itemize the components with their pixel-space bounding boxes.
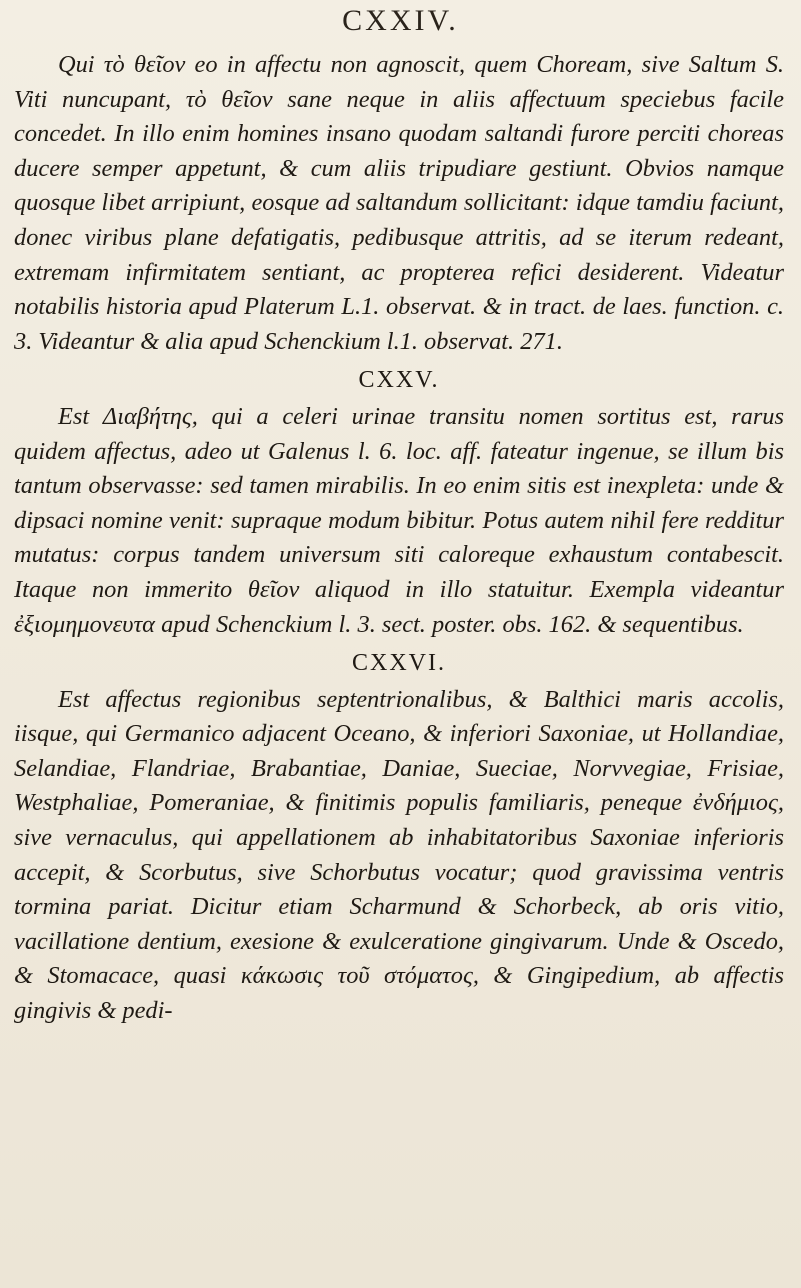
paragraph-scorbutus: Est affectus regionibus septentrionalibus, & Balthici maris accolis, iisque, qui Germanico adjacent Oceano, & inferiori Saxoniae, ut Hollandiae, Selandiae, Flandriae, Brabantiae, Daniae, Sueciae, Norvvegiae, Frisiae, Westphaliae, Pomeraniae, & finitimis populis familiaris, peneque ἐνδήμιος, sive vernaculus, qui appellationem ab inhabitatoribus Saxoniae inferioris accepit, & Scorbutus, sive Schorbutus vocatur; quod gravissima ventris tormina pariat. Dicitur etiam Scharmund & Schorbeck, ab oris vitio, vacillatione dentium, exesione & exulceratione gingivarum. Unde & Oscedo, & Stomacace, quasi κάκωσις τοῦ στόματος, & Gingipedium, ab affectis gingivis & pedi- xyxy=(14,685,784,1025)
section-heading-cxxvi: CXXVI. xyxy=(352,650,446,677)
page-body xyxy=(14,48,784,1029)
section-number-header: CXXIV. xyxy=(342,4,459,37)
paragraph-diabetes: Est Διαβήτης, qui a celeri urinae transitu nomen sortitus est, rarus quidem affectus, adeo ut Galenus l. 6. loc. aff. fateatur ingenue, se illum bis tantum observasse: sed tamen mirabilis. In eo enim sitis est inexpleta: unde & dipsaci nomine venit: supraque modum bibitur. Potus autem nihil fere redditur mutatus: corpus tandem universum siti caloreque exhaustum contabescit. Itaque non immerito θεῖον aliquod in illo statuitur. Exempla videantur ἐξιομημονευτα apud Schenckium l. 3. sect. poster. obs. 162. & sequentibus. xyxy=(14,402,784,638)
paragraph-chorea: Qui τὸ θεῖον eo in affectu non agnoscit, quem Choream, sive Saltum S. Viti nuncupant, τὸ θεῖον sane neque in aliis affectuum speciebus facile concedet. In illo enim homines insano quodam saltandi furore perciti choreas ducere semper appetunt, & cum aliis tripudiare gestiunt. Obvios namque quosque libet arripiunt, eosque ad saltandum sollicitant: idque tamdiu faciunt, donec viribus plane defatigatis, pedibusque attritis, ad se iterum redeant, extremam infirmitatem sentiant, ac propterea refici desiderent. Videatur notabilis historia apud Platerum L.1. observat. & in tract. de laes. function. c. 3. Videantur & alia apud Schenckium l.1. observat. 271. xyxy=(14,51,784,355)
section-heading-cxxv: CXXV. xyxy=(358,367,440,394)
